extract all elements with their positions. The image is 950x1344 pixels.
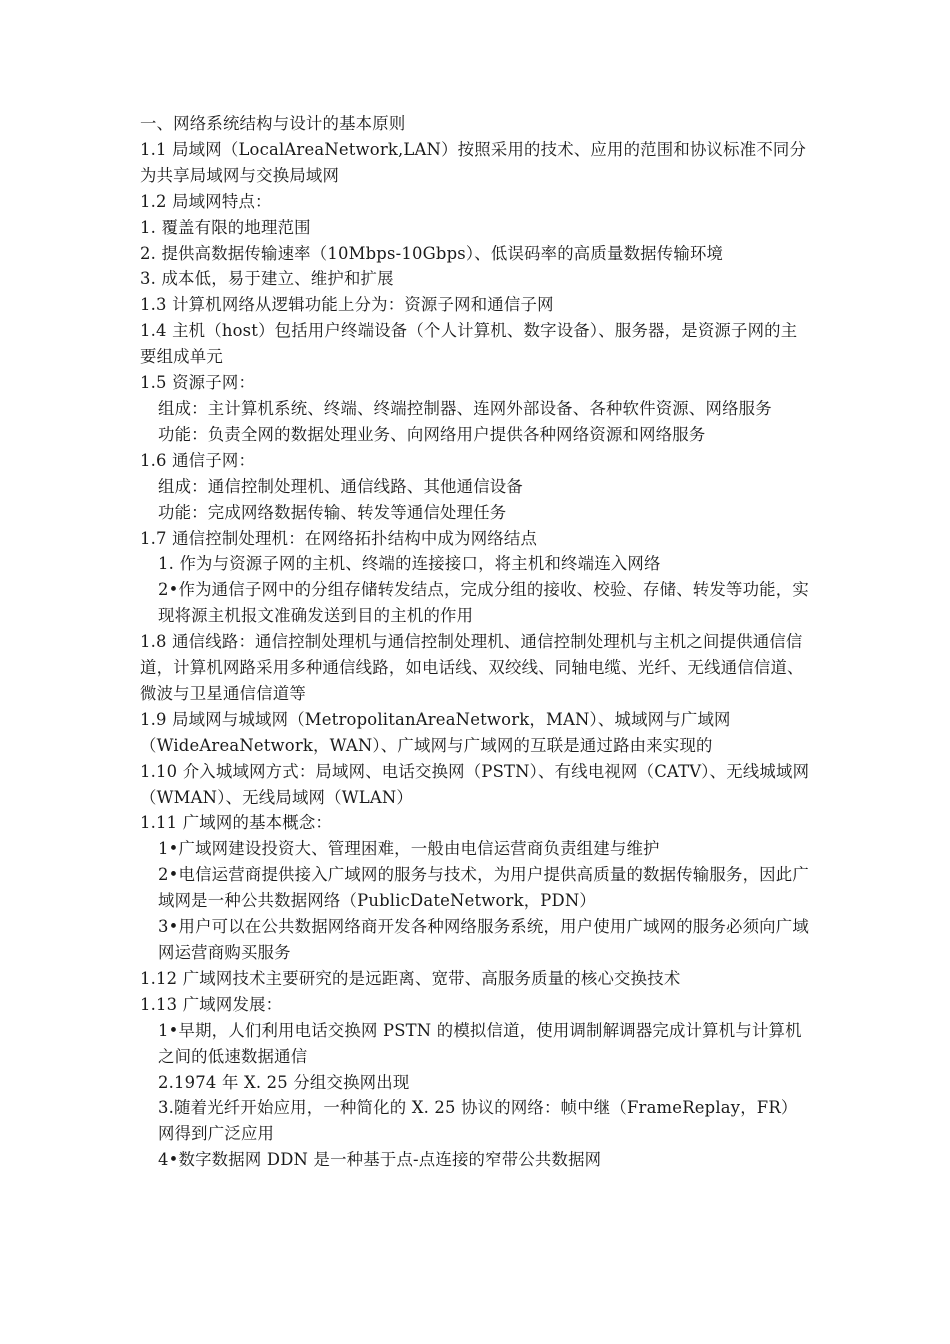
doc-line-1: 一、网络系统结构与设计的基本原则 xyxy=(140,114,406,133)
doc-line-23: 2•电信运营商提供接入广域网的服务与技术，为用户提供高质量的数据传输服务，因此广域网是一种公共数据网络（PublicDateNetwork，PDN） xyxy=(158,865,809,911)
doc-line-28: 2.1974 年 X. 25 分组交换网出现 xyxy=(158,1072,410,1092)
doc-line-17: 2•作为通信子网中的分组存储转发结点，完成分组的接收、校验、存储、转发等功能，实现将源主机报文准确发送到目的主机的作用 xyxy=(158,580,809,626)
doc-line-24: 3•用户可以在公共数据网络商开发各种网络服务系统，用户使用广域网的服务必须向广域网运营商购买服务 xyxy=(158,917,809,962)
doc-line-4: 1. 覆盖有限的地理范围 xyxy=(140,217,311,237)
doc-line-9: 1.5 资源子网： xyxy=(140,373,256,393)
doc-line-29: 3.随着光纤开始应用，一种简化的 X. 25 协议的网络：帧中继（FrameReplay，FR）网得到广泛应用 xyxy=(158,1098,798,1144)
doc-line-2: 1.1 局域网（LocalAreaNetwork,LAN）按照采用的技术、应用的范围和协议标准不同分为共享局域网与交换局域网 xyxy=(140,139,807,185)
doc-line-6: 3. 成本低，易于建立、维护和扩展 xyxy=(140,269,394,289)
doc-line-18: 1.8 通信线路：通信控制处理机与通信控制处理机、通信控制处理机与主机之间提供通信信道，计算机网路采用多种通信线路，如电话线、双绞线、同轴电缆、光纤、无线通信信道、微波与卫星通信信道等 xyxy=(140,632,804,703)
doc-line-3: 1.2 局域网特点： xyxy=(140,191,272,211)
doc-line-20: 1.10 介入城域网方式：局域网、电话交换网（PSTN）、有线电视网（CATV）、无线城域网（WMAN）、无线局域网（WLAN） xyxy=(140,761,810,807)
doc-line-8: 1.4 主机（host）包括用户终端设备（个人计算机、数字设备）、服务器，是资源子网的主要组成单元 xyxy=(140,321,798,367)
doc-line-21: 1.11 广域网的基本概念： xyxy=(140,813,333,833)
doc-line-19: 1.9 局域网与城域网（MetropolitanAreaNetwork，MAN）、城域网与广域网（WideAreaNetwork，WAN）、广域网与广域网的互联是通过路由来实现的 xyxy=(140,709,731,755)
doc-line-14: 功能：完成网络数据传输、转发等通信处理任务 xyxy=(158,502,507,522)
doc-line-30: 4•数字数据网 DDN 是一种基于点-点连接的窄带公共数据网 xyxy=(158,1150,602,1170)
doc-line-12: 1.6 通信子网： xyxy=(140,450,256,470)
doc-line-5: 2. 提供高数据传输速率（10Mbps-10Gbps）、低误码率的高质量数据传输环境 xyxy=(140,243,724,263)
document-body xyxy=(140,111,812,1173)
doc-line-13: 组成：通信控制处理机、通信线路、其他通信设备 xyxy=(158,476,523,496)
doc-line-25: 1.12 广域网技术主要研究的是远距离、宽带、高服务质量的核心交换技术 xyxy=(140,968,681,988)
doc-line-16: 1. 作为与资源子网的主机、终端的连接接口，将主机和终端连入网络 xyxy=(158,554,661,574)
doc-line-7: 1.3 计算机网络从逻辑功能上分为：资源子网和通信子网 xyxy=(140,295,554,315)
doc-line-27: 1•早期，人们利用电话交换网 PSTN 的模拟信道，使用调制解调器完成计算机与计算机之间的低速数据通信 xyxy=(158,1020,802,1066)
doc-line-26: 1.13 广域网发展： xyxy=(140,994,283,1014)
doc-line-22: 1•广域网建设投资大、管理困难，一般由电信运营商负责组建与维护 xyxy=(158,839,660,859)
doc-line-11: 功能：负责全网的数据处理业务、向网络用户提供各种网络资源和网络服务 xyxy=(158,424,706,444)
doc-line-10: 组成：主计算机系统、终端、终端控制器、连网外部设备、各种软件资源、网络服务 xyxy=(158,398,772,418)
doc-line-15: 1.7 通信控制处理机：在网络拓扑结构中成为网络结点 xyxy=(140,528,538,548)
